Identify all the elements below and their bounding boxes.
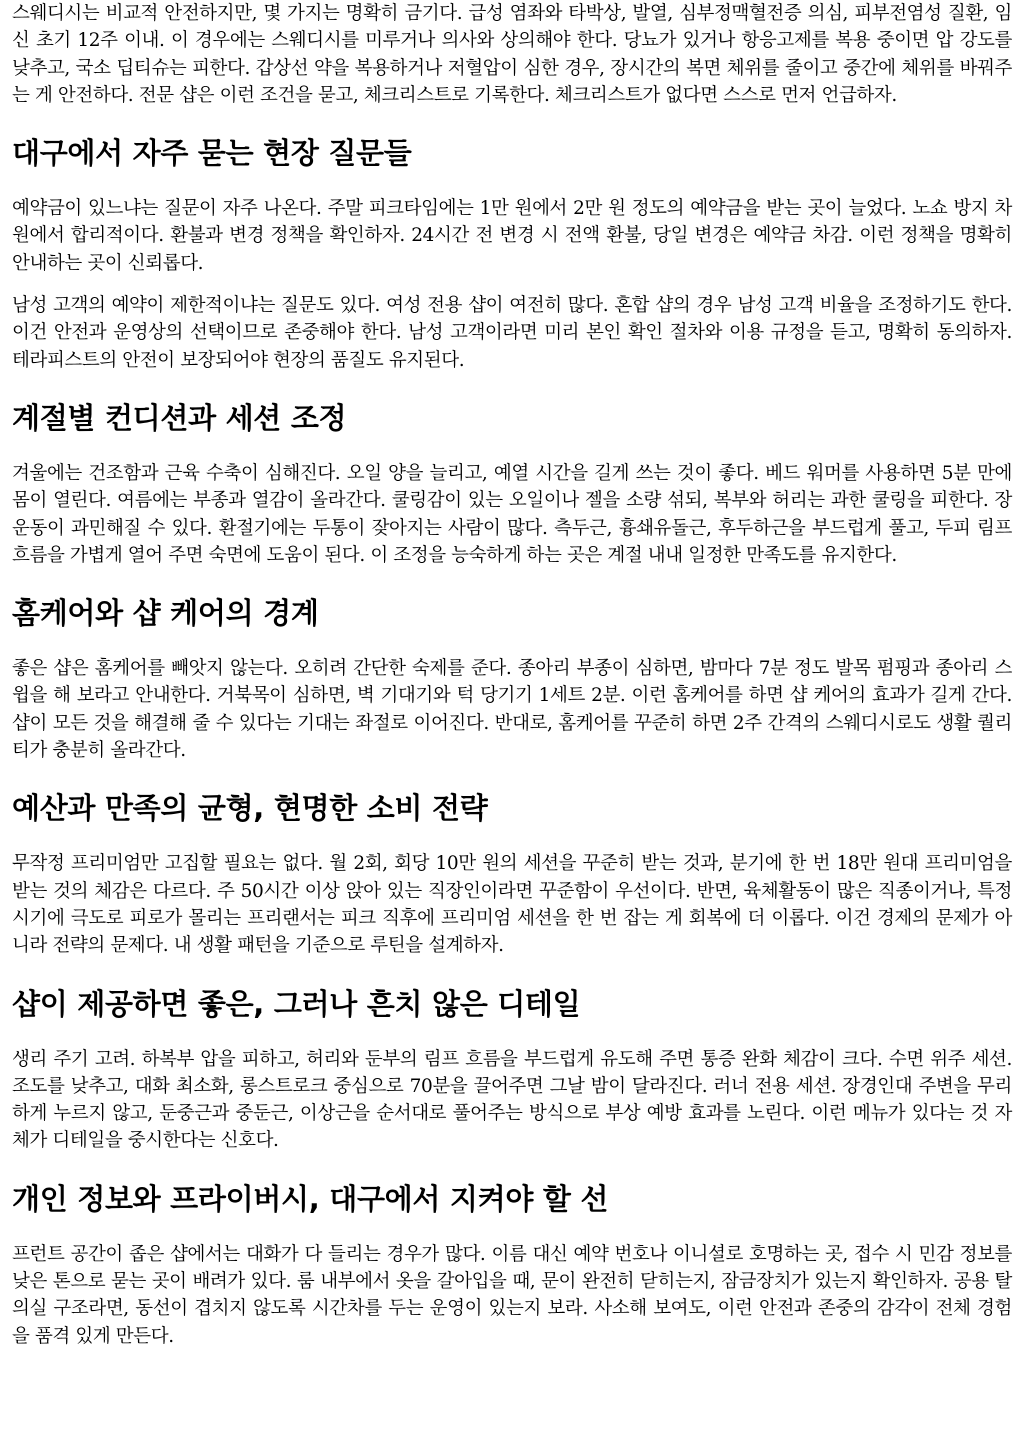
details-paragraph: 생리 주기 고려. 하복부 압을 피하고, 허리와 둔부의 림프 흐름을 부드럽게 유도해 주면 통증 완화 체감이 크다. 수면 위주 세션. 조도를 낮추고, 대화 최소화, 롱스트로크 중심으로 70분을 끌어주면 그날 밤이 달라진다. 러너 전용 세션. 장경인대 주변을 무리하게 누르지 않고, 둔중근과 중둔근, 이상근을 순서대로 풀어주는 방식으로 부상 예방 효과를 노린다. 이런 메뉴가 있다는 것 자체가 디테일을 중시한다는 신호다. bbox=[12, 1048, 1012, 1152]
section-heading-daegu-faq: 대구에서 자주 묻는 현장 질문들 bbox=[12, 136, 412, 171]
privacy-paragraph: 프런트 공간이 좁은 샵에서는 대화가 다 들리는 경우가 많다. 이름 대신 예약 번호나 이니셜로 호명하는 곳, 접수 시 민감 정보를 낮은 톤으로 묻는 곳이 배려가 있다. 룸 내부에서 옷을 갈아입을 때, 문이 완전히 닫히는지, 잠금장치가 있는지 확인하자. 공용 탈의실 구조라면, 동선이 겹치지 않도록 시간차를 두는 운영이 있는지 보라. 사소해 보여도, 이런 안전과 존중의 감각이 전체 경험을 품격 있게 만든다. bbox=[12, 1243, 1012, 1347]
section-heading-budget: 예산과 만족의 균형, 현명한 소비 전략 bbox=[12, 791, 488, 826]
section-heading-seasonal: 계절별 컨디션과 세션 조정 bbox=[12, 400, 347, 435]
intro-paragraph: 스웨디시는 비교적 안전하지만, 몇 가지는 명확히 금기다. 급성 염좌와 타박상, 발열, 심부정맥혈전증 의심, 피부전염성 질환, 임신 초기 12주 이내. 이 경우에는 스웨디시를 미루거나 의사와 상의해야 한다. 당뇨가 있거나 항응고제를 복용 중이면 압 강도를 낮추고, 국소 딥티슈는 피한다. 갑상선 약을 복용하거나 저혈압이 심한 경우, 장시간의 복면 체위를 줄이고 중간에 체위를 바꿔주는 게 안전하다. 전문 샵은 이런 조건을 묻고, 체크리스트로 기록한다. 체크리스트가 없다면 스스로 먼저 언급하자. bbox=[12, 3, 1012, 106]
homecare-paragraph: 좋은 샵은 홈케어를 빼앗지 않는다. 오히려 간단한 숙제를 준다. 종아리 부종이 심하면, 밤마다 7분 정도 발목 펌핑과 종아리 스윕을 해 보라고 안내한다. 거북목이 심하면, 벽 기대기와 턱 당기기 1세트 2분. 이런 홈케어를 하면 샵 케어의 효과가 길게 간다. 샵이 모든 것을 해결해 줄 수 있다는 기대는 좌절로 이어진다. 반대로, 홈케어를 꾸준히 하면 2주 간격의 스웨디시로도 생활 퀄리티가 충분히 올라간다. bbox=[12, 658, 1012, 762]
article-body bbox=[12, 0, 1012, 1350]
daegu-faq-paragraph-1: 예약금이 있느냐는 질문이 자주 나온다. 주말 피크타임에는 1만 원에서 2만 원 정도의 예약금을 받는 곳이 늘었다. 노쇼 방지 차원에서 합리적이다. 환불과 변경 정책을 확인하자. 24시간 전 변경 시 전액 환불, 당일 변경은 예약금 차감. 이런 정책을 명확히 안내하는 곳이 신뢰롭다. bbox=[12, 198, 1012, 274]
section-heading-privacy: 개인 정보와 프라이버시, 대구에서 지켜야 할 선 bbox=[12, 1181, 609, 1216]
section-heading-details: 샵이 제공하면 좋은, 그러나 흔치 않은 디테일 bbox=[12, 986, 581, 1021]
section-heading-homecare: 홈케어와 샵 케어의 경계 bbox=[12, 596, 319, 631]
budget-paragraph: 무작정 프리미엄만 고집할 필요는 없다. 월 2회, 회당 10만 원의 세션을 꾸준히 받는 것과, 분기에 한 번 18만 원대 프리미엄을 받는 것의 체감은 다르다. 주 50시간 이상 앉아 있는 직장인이라면 꾸준함이 우선이다. 반면, 육체활동이 많은 직종이거나, 특정 시기에 극도로 피로가 몰리는 프리랜서는 피크 직후에 프리미엄 세션을 한 번 잡는 게 회복에 더 이롭다. 이건 경제의 문제가 아니라 전략의 문제다. 내 생활 패턴을 기준으로 루틴을 설계하자. bbox=[12, 853, 1012, 957]
seasonal-paragraph: 겨울에는 건조함과 근육 수축이 심해진다. 오일 양을 늘리고, 예열 시간을 길게 쓰는 것이 좋다. 베드 워머를 사용하면 5분 만에 몸이 열린다. 여름에는 부종과 열감이 올라간다. 쿨링감이 있는 오일이나 젤을 소량 섞되, 복부와 허리는 과한 쿨링을 피한다. 장운동이 과민해질 수 있다. 환절기에는 두통이 잦아지는 사람이 많다. 측두근, 흉쇄유돌근, 후두하근을 부드럽게 풀고, 두피 림프 흐름을 가볍게 열어 주면 숙면에 도움이 된다. 이 조정을 능숙하게 하는 곳은 계절 내내 일정한 만족도를 유지한다. bbox=[12, 462, 1012, 566]
daegu-faq-paragraph-2: 남성 고객의 예약이 제한적이냐는 질문도 있다. 여성 전용 샵이 여전히 많다. 혼합 샵의 경우 남성 고객 비율을 조정하기도 한다. 이건 안전과 운영상의 선택이므로 존중해야 한다. 남성 고객이라면 미리 본인 확인 절차와 이용 규정을 듣고, 명확히 동의하자. 테라피스트의 안전이 보장되어야 현장의 품질도 유지된다. bbox=[12, 295, 1012, 371]
